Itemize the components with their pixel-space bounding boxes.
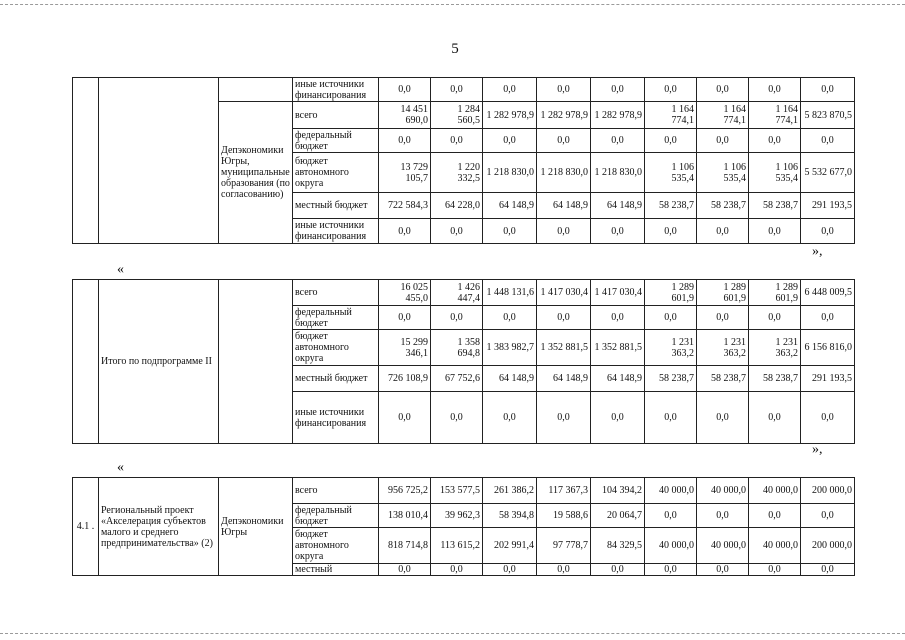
- closing-quote: »,: [812, 244, 823, 259]
- value-cell: 0,0: [431, 78, 483, 102]
- value-cell: 1 289 601,9: [697, 280, 749, 306]
- value-cell: 0,0: [645, 564, 697, 576]
- page-number: 5: [451, 41, 459, 57]
- value-cell: 58 238,7: [645, 193, 697, 219]
- value-cell: 1 164 774,1: [749, 102, 801, 129]
- value-cell: 0,0: [591, 78, 645, 102]
- value-cell: 200 000,0: [801, 528, 855, 564]
- value-cell: 1 426 447,4: [431, 280, 483, 306]
- value-cell: 0,0: [645, 129, 697, 153]
- value-cell: 0,0: [591, 129, 645, 153]
- value-cell: 0,0: [379, 78, 431, 102]
- funding-source-cell: федеральный бюджет: [293, 129, 379, 153]
- value-cell: 1 164 774,1: [697, 102, 749, 129]
- value-cell: 64 148,9: [483, 366, 537, 392]
- value-cell: 1 218 830,0: [483, 153, 537, 193]
- value-cell: 0,0: [749, 129, 801, 153]
- value-cell: 1 448 131,6: [483, 280, 537, 306]
- value-cell: 1 218 830,0: [591, 153, 645, 193]
- value-cell: 956 725,2: [379, 478, 431, 504]
- table-row: [73, 280, 855, 306]
- value-cell: 0,0: [379, 392, 431, 444]
- value-cell: 0,0: [749, 504, 801, 528]
- value-cell: 5 823 870,5: [801, 102, 855, 129]
- value-cell: 0,0: [697, 392, 749, 444]
- value-cell: 1 352 881,5: [537, 330, 591, 366]
- value-cell: 0,0: [483, 219, 537, 244]
- value-cell: 291 193,5: [801, 193, 855, 219]
- value-cell: 58 238,7: [697, 193, 749, 219]
- value-cell: 0,0: [483, 78, 537, 102]
- row-number-cell: [73, 280, 99, 444]
- scan-edge-top: [0, 4, 905, 5]
- value-cell: 0,0: [431, 306, 483, 330]
- value-cell: 58 238,7: [645, 366, 697, 392]
- value-cell: 1 220 332,5: [431, 153, 483, 193]
- value-cell: 1 231 363,2: [645, 330, 697, 366]
- value-cell: 58 394,8: [483, 504, 537, 528]
- value-cell: 1 164 774,1: [645, 102, 697, 129]
- funding-source-cell: всего: [293, 280, 379, 306]
- value-cell: 14 451 690,0: [379, 102, 431, 129]
- value-cell: 0,0: [379, 306, 431, 330]
- value-cell: 6 156 816,0: [801, 330, 855, 366]
- value-cell: 0,0: [749, 392, 801, 444]
- value-cell: 0,0: [431, 219, 483, 244]
- opening-quote: «: [117, 460, 124, 475]
- scan-edge-bottom: [0, 633, 905, 634]
- value-cell: 202 991,4: [483, 528, 537, 564]
- value-cell: 40 000,0: [749, 478, 801, 504]
- value-cell: 726 108,9: [379, 366, 431, 392]
- value-cell: 0,0: [801, 504, 855, 528]
- value-cell: 64 148,9: [537, 193, 591, 219]
- value-cell: 64 148,9: [537, 366, 591, 392]
- value-cell: 0,0: [749, 78, 801, 102]
- value-cell: 0,0: [697, 129, 749, 153]
- funding-source-cell: бюджет автономного округа: [293, 330, 379, 366]
- value-cell: 0,0: [591, 564, 645, 576]
- value-cell: 1 282 978,9: [483, 102, 537, 129]
- value-cell: 1 218 830,0: [537, 153, 591, 193]
- value-cell: 1 231 363,2: [749, 330, 801, 366]
- value-cell: 0,0: [801, 392, 855, 444]
- measure-name-cell: [99, 78, 219, 244]
- value-cell: 40 000,0: [749, 528, 801, 564]
- regional-project-table: [72, 477, 855, 576]
- value-cell: 64 148,9: [591, 193, 645, 219]
- value-cell: 5 532 677,0: [801, 153, 855, 193]
- value-cell: 0,0: [801, 219, 855, 244]
- value-cell: 0,0: [749, 219, 801, 244]
- value-cell: 58 238,7: [697, 366, 749, 392]
- executor-cell: [219, 280, 293, 444]
- value-cell: 0,0: [645, 504, 697, 528]
- value-cell: 0,0: [483, 129, 537, 153]
- value-cell: 64 228,0: [431, 193, 483, 219]
- value-cell: 0,0: [483, 306, 537, 330]
- value-cell: 1 106 535,4: [749, 153, 801, 193]
- value-cell: 0,0: [801, 129, 855, 153]
- value-cell: 58 238,7: [749, 193, 801, 219]
- value-cell: 291 193,5: [801, 366, 855, 392]
- value-cell: 153 577,5: [431, 478, 483, 504]
- value-cell: 64 148,9: [483, 193, 537, 219]
- subprogram-title-cell: Итого по подпрограмме II: [99, 280, 219, 444]
- value-cell: 97 778,7: [537, 528, 591, 564]
- value-cell: 1 231 363,2: [697, 330, 749, 366]
- funding-source-cell: бюджет автономного округа: [293, 153, 379, 193]
- value-cell: 0,0: [645, 219, 697, 244]
- value-cell: 0,0: [537, 78, 591, 102]
- table-row: [73, 78, 855, 102]
- value-cell: 0,0: [431, 392, 483, 444]
- value-cell: 138 010,4: [379, 504, 431, 528]
- value-cell: 0,0: [697, 219, 749, 244]
- value-cell: 1 106 535,4: [697, 153, 749, 193]
- executor-cell: Депэкономики Югры, муниципальные образования (по согласованию): [219, 102, 293, 244]
- value-cell: 200 000,0: [801, 478, 855, 504]
- value-cell: 0,0: [645, 392, 697, 444]
- value-cell: 0,0: [483, 392, 537, 444]
- row-number-cell: 4.1 .: [73, 478, 99, 576]
- value-cell: 15 299 346,1: [379, 330, 431, 366]
- value-cell: 6 448 009,5: [801, 280, 855, 306]
- value-cell: 722 584,3: [379, 193, 431, 219]
- value-cell: 1 383 982,7: [483, 330, 537, 366]
- value-cell: 0,0: [431, 129, 483, 153]
- value-cell: 0,0: [537, 306, 591, 330]
- value-cell: 20 064,7: [591, 504, 645, 528]
- value-cell: 19 588,6: [537, 504, 591, 528]
- project-name-cell: Региональный проект «Акселерация субъектов малого и среднего предпринимательства» (2): [99, 478, 219, 576]
- value-cell: 1 106 535,4: [645, 153, 697, 193]
- value-cell: 84 329,5: [591, 528, 645, 564]
- funding-source-cell: бюджет автономного округа: [293, 528, 379, 564]
- funding-source-cell: всего: [293, 478, 379, 504]
- value-cell: 0,0: [483, 564, 537, 576]
- value-cell: 0,0: [537, 392, 591, 444]
- value-cell: 67 752,6: [431, 366, 483, 392]
- value-cell: 1 282 978,9: [591, 102, 645, 129]
- value-cell: 0,0: [431, 564, 483, 576]
- value-cell: 0,0: [749, 306, 801, 330]
- value-cell: 1 289 601,9: [645, 280, 697, 306]
- funding-source-cell: местный бюджет: [293, 366, 379, 392]
- funding-source-cell: иные источники финансирования: [293, 392, 379, 444]
- value-cell: 0,0: [697, 564, 749, 576]
- value-cell: 0,0: [645, 78, 697, 102]
- value-cell: 1 284 560,5: [431, 102, 483, 129]
- value-cell: 16 025 455,0: [379, 280, 431, 306]
- value-cell: 1 417 030,4: [537, 280, 591, 306]
- executor-cell: Депэкономики Югры: [219, 478, 293, 576]
- value-cell: 0,0: [749, 564, 801, 576]
- value-cell: 40 000,0: [645, 478, 697, 504]
- value-cell: 39 962,3: [431, 504, 483, 528]
- subprogram-total-table: [72, 279, 855, 444]
- table-row: [73, 478, 855, 504]
- value-cell: 261 386,2: [483, 478, 537, 504]
- value-cell: 0,0: [801, 564, 855, 576]
- closing-quote: »,: [812, 442, 823, 457]
- value-cell: 0,0: [379, 564, 431, 576]
- value-cell: 13 729 105,7: [379, 153, 431, 193]
- funding-source-cell: федеральный бюджет: [293, 504, 379, 528]
- value-cell: 0,0: [379, 129, 431, 153]
- value-cell: 0,0: [801, 78, 855, 102]
- value-cell: 0,0: [591, 392, 645, 444]
- value-cell: 0,0: [591, 306, 645, 330]
- funding-table-deptecon: [72, 77, 855, 244]
- value-cell: 0,0: [537, 129, 591, 153]
- value-cell: 1 352 881,5: [591, 330, 645, 366]
- funding-source-cell: иные источники финансирования: [293, 219, 379, 244]
- value-cell: 1 289 601,9: [749, 280, 801, 306]
- value-cell: 818 714,8: [379, 528, 431, 564]
- value-cell: 104 394,2: [591, 478, 645, 504]
- funding-source-cell: местный: [293, 564, 379, 576]
- value-cell: 1 417 030,4: [591, 280, 645, 306]
- opening-quote: «: [117, 262, 124, 277]
- value-cell: 0,0: [801, 306, 855, 330]
- value-cell: 1 282 978,9: [537, 102, 591, 129]
- funding-source-cell: всего: [293, 102, 379, 129]
- value-cell: 0,0: [697, 306, 749, 330]
- value-cell: 58 238,7: [749, 366, 801, 392]
- funding-source-cell: местный бюджет: [293, 193, 379, 219]
- value-cell: 0,0: [537, 564, 591, 576]
- value-cell: 117 367,3: [537, 478, 591, 504]
- value-cell: 0,0: [645, 306, 697, 330]
- funding-source-cell: иные источники финансирования: [293, 78, 379, 102]
- value-cell: 0,0: [591, 219, 645, 244]
- value-cell: 0,0: [697, 78, 749, 102]
- row-number-cell: [73, 78, 99, 244]
- value-cell: 0,0: [379, 219, 431, 244]
- value-cell: 40 000,0: [697, 478, 749, 504]
- funding-source-cell: федеральный бюджет: [293, 306, 379, 330]
- value-cell: 113 615,2: [431, 528, 483, 564]
- value-cell: 40 000,0: [697, 528, 749, 564]
- value-cell: 64 148,9: [591, 366, 645, 392]
- executor-cell: [219, 78, 293, 102]
- value-cell: 1 358 694,8: [431, 330, 483, 366]
- value-cell: 0,0: [697, 504, 749, 528]
- value-cell: 40 000,0: [645, 528, 697, 564]
- value-cell: 0,0: [537, 219, 591, 244]
